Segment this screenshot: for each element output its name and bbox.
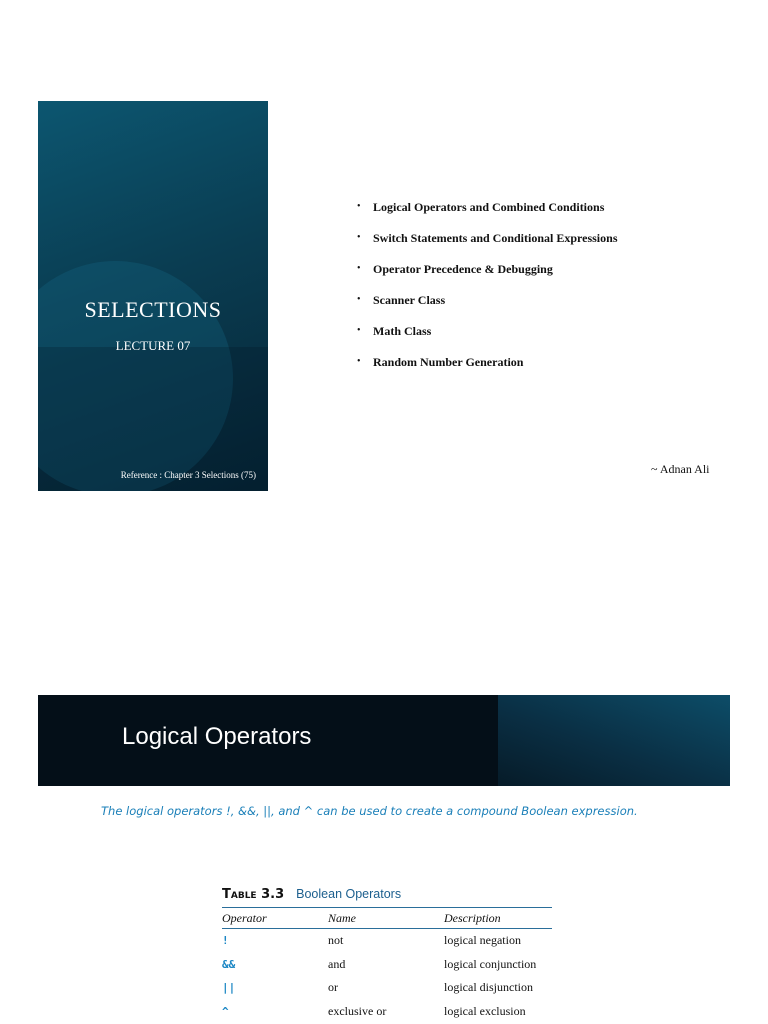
operator-cell: ^ — [222, 1004, 229, 1018]
description-cell: logical conjunction — [444, 956, 537, 971]
table-row — [222, 953, 552, 977]
description-cell: logical exclusion — [444, 1003, 526, 1018]
list-item — [357, 197, 618, 228]
reference-note: Reference : Chapter 3 Selections (75) — [120, 470, 256, 480]
bullet-icon: • — [357, 294, 361, 305]
description-cell: logical disjunction — [444, 980, 533, 995]
table-row — [222, 1000, 552, 1024]
operator-cell: ! — [222, 934, 229, 948]
boolean-operators-table — [222, 907, 552, 1023]
topic-label: Random Number Generation — [373, 355, 524, 369]
name-cell: or — [328, 980, 338, 995]
topic-label: Scanner Class — [373, 293, 446, 307]
table-header-row — [222, 908, 552, 929]
intro-text: The logical operators !, &&, ||, and ^ can be used to create a compound Boolean expression. — [101, 804, 638, 818]
list-item — [357, 228, 618, 259]
list-item — [357, 321, 618, 352]
column-header: Name — [328, 908, 444, 929]
topic-label: Logical Operators and Combined Conditions — [373, 200, 605, 214]
name-cell: not — [328, 933, 344, 948]
column-header: Description — [444, 908, 552, 929]
bullet-icon: • — [357, 232, 361, 243]
table-row — [222, 929, 552, 953]
description-cell: logical negation — [444, 933, 521, 948]
slide-heading: Logical Operators — [122, 723, 312, 750]
table-caption-label: Table 3.3 — [222, 887, 285, 902]
bullet-icon: • — [357, 263, 361, 274]
topic-list — [357, 197, 618, 383]
table-caption — [222, 885, 401, 903]
slide-title: SELECTIONS — [84, 297, 222, 322]
operator-cell: || — [222, 981, 236, 995]
header-accent — [498, 695, 730, 786]
slide-subtitle: LECTURE 07 — [115, 338, 191, 353]
slide-header-band — [38, 695, 730, 786]
author-signature: ~ Adnan Ali — [651, 462, 710, 476]
list-item — [357, 259, 618, 290]
column-header: Operator — [222, 908, 328, 929]
list-item — [357, 290, 618, 321]
table-caption-title: Boolean Operators — [296, 887, 402, 901]
name-cell: and — [328, 956, 346, 971]
list-item — [357, 352, 618, 383]
topic-label: Operator Precedence & Debugging — [373, 262, 553, 276]
bullet-icon: • — [357, 201, 361, 212]
name-cell: exclusive or — [328, 1003, 387, 1018]
topic-label: Switch Statements and Conditional Expressions — [373, 231, 618, 245]
operator-cell: && — [222, 957, 236, 971]
title-panel — [38, 101, 268, 491]
topic-label: Math Class — [373, 324, 432, 338]
bullet-icon: • — [357, 356, 361, 367]
table-row — [222, 976, 552, 1000]
bullet-icon: • — [357, 325, 361, 336]
